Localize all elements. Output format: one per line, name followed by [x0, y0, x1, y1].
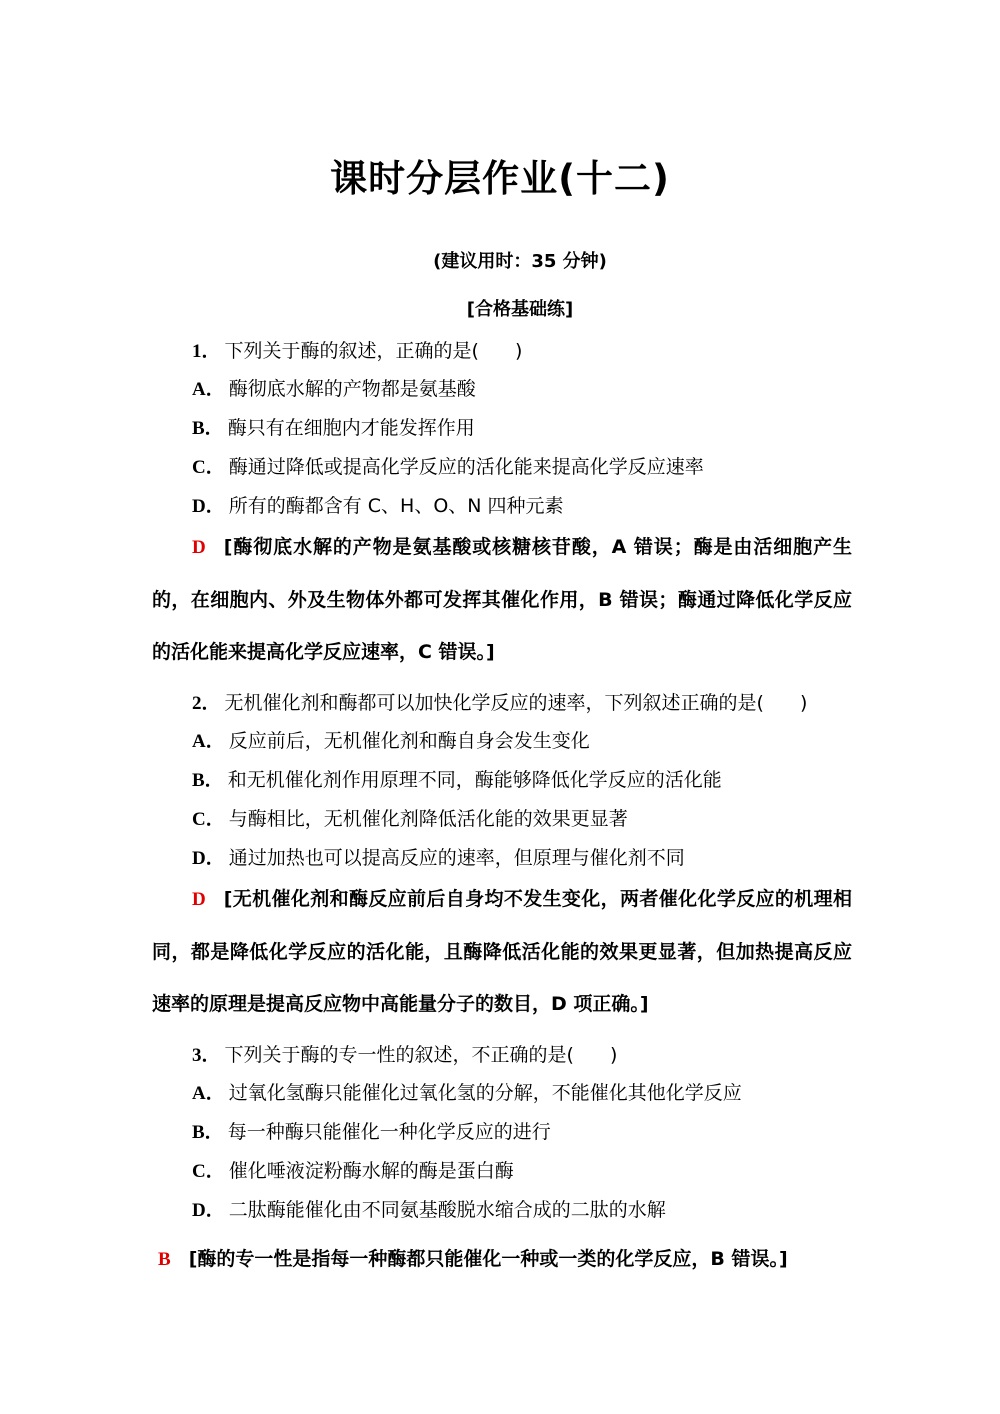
- question-text: 下列关于酶的叙述，正确的是(: [224, 340, 479, 362]
- section-heading: [合格基础练]: [466, 299, 574, 320]
- answer-key: D: [192, 537, 206, 558]
- question-2-option-c: C． 与酶相比，无机催化剂降低活化能的效果更显著: [192, 808, 628, 830]
- question-1-option-a: A． 酶彻底水解的产物都是氨基酸: [192, 378, 476, 400]
- explanation: [酶彻底水解的产物是氨基酸或核糖核苷酸，A 错误；酶是由活细胞产生的，在细胞内、外及生物体外都可发挥其催化作用，B 错误；酶通过降低化学反应的活化能来提高化学反应速率，C 错误。]: [152, 536, 852, 663]
- question-3-option-b: B． 每一种酶只能催化一种化学反应的进行: [192, 1121, 551, 1143]
- question-1-stem: 1． 下列关于酶的叙述，正确的是( ): [192, 340, 523, 362]
- question-2-option-d: D． 通过加热也可以提高反应的速率，但原理与催化剂不同: [192, 847, 685, 869]
- question-1-answer: [152, 521, 852, 678]
- question-1-option-d: D． 所有的酶都含有 C、H、O、N 四种元素: [192, 495, 564, 517]
- suggested-time: (建议用时：35 分钟): [433, 251, 607, 272]
- question-3-option-a: A． 过氧化氢酶只能催化过氧化氢的分解，不能催化其他化学反应: [192, 1082, 742, 1104]
- question-2-option-b: B． 和无机催化剂作用原理不同，酶能够降低化学反应的活化能: [192, 769, 722, 791]
- question-1-option-c: C． 酶通过降低或提高化学反应的活化能来提高化学反应速率: [192, 456, 704, 478]
- question-number: 1．: [192, 341, 221, 362]
- question-1-option-b: B． 酶只有在细胞内才能发挥作用: [192, 417, 475, 439]
- question-3-option-d: D． 二肽酶能催化由不同氨基酸脱水缩合成的二肽的水解: [192, 1199, 666, 1221]
- question-2-stem: 2． 无机催化剂和酶都可以加快化学反应的速率，下列叙述正确的是( ): [192, 692, 808, 714]
- page-title: 课时分层作业(十二): [330, 157, 670, 200]
- question-3-answer: B [酶的专一性是指每一种酶都只能催化一种或一类的化学反应，B 错误。]: [158, 1248, 788, 1270]
- question-3-option-c: C． 催化唾液淀粉酶水解的酶是蛋白酶: [192, 1160, 514, 1182]
- question-3-stem: 3． 下列关于酶的专一性的叙述，不正确的是( ): [192, 1044, 618, 1066]
- question-2-answer: D [无机催化剂和酶反应前后自身均不发生变化，两者催化化学反应的机理相同，都是降低化学反应的活化能，且酶降低活化能的效果更显著，但加热提高反应速率的原理是提高反应物中高能量分子的数目，D 项正确。]: [152, 888, 852, 1015]
- question-2-option-a: A． 反应前后，无机催化剂和酶自身会发生变化: [192, 730, 590, 752]
